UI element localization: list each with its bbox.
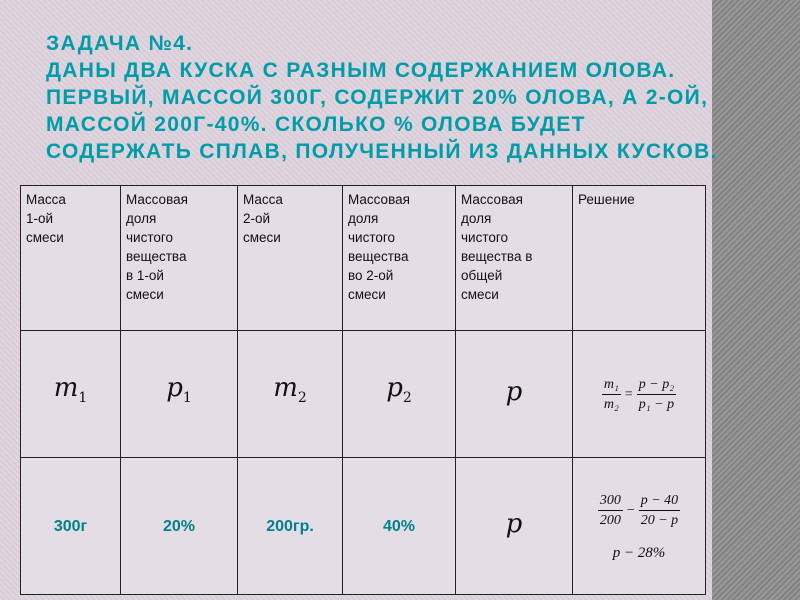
problem-title [46, 30, 726, 165]
header-text: смеси [26, 230, 64, 245]
header-text: доля [461, 211, 492, 226]
value-p2-cell [343, 458, 456, 595]
title-line-3: ПЕРВЫЙ, МАССОЙ 300Г, СОДЕРЖИТ 20% ОЛОВА, А 2-ОЙ, [46, 86, 709, 109]
general-formula-cell [573, 331, 706, 458]
header-text: доля [348, 211, 379, 226]
formula-operator: = [624, 387, 633, 402]
header-text: Массовая [348, 192, 410, 207]
header-text: общей [461, 268, 503, 283]
symbol-p2: $p_2$ [386, 373, 412, 407]
table-row-symbols [21, 331, 706, 458]
header-text: чистого [461, 230, 508, 245]
header-fraction-total [456, 186, 573, 331]
value-p2: 40% [382, 517, 416, 535]
value-m1: 300г [53, 517, 88, 535]
header-text: чистого [348, 230, 395, 245]
specific-formula-cell [573, 458, 706, 595]
header-fraction-2 [343, 186, 456, 331]
header-text: 2-ой [243, 211, 271, 226]
formula-rhs-fraction [639, 491, 680, 530]
symbol-p: p [505, 377, 523, 407]
formula-operator: − [626, 502, 635, 518]
symbol-m2: $m_2$ [273, 373, 307, 407]
header-mass-2 [238, 186, 343, 331]
header-text: смеси [243, 230, 281, 245]
formula-denominator: p₁ − p [638, 397, 675, 412]
header-text: смеси [461, 287, 499, 302]
header-mass-1 [21, 186, 121, 331]
symbol-p-cell [456, 331, 573, 458]
formula-denominator: m₂ [603, 397, 619, 412]
general-formula [602, 375, 676, 414]
title-line-5: СОДЕРЖАТЬ СПЛАВ, ПОЛУЧЕННЫЙ ИЗ ДАННЫХ КУСКОВ. [46, 140, 718, 163]
table-header-row [21, 186, 706, 331]
value-p: p [505, 509, 523, 539]
value-p-cell [456, 458, 573, 595]
header-text: в 1-ой [126, 268, 164, 283]
formula-lhs-fraction [602, 375, 621, 414]
header-text: во 2-ой [348, 268, 394, 283]
header-text: вещества [348, 249, 409, 264]
header-text: смеси [126, 287, 164, 302]
problem-table [20, 185, 706, 595]
header-text: Масса [243, 192, 283, 207]
formula-rhs-fraction [637, 375, 676, 414]
symbol-m1-cell [21, 331, 121, 458]
value-m2-cell [238, 458, 343, 595]
title-line-1: ЗАДАЧА №4. [46, 32, 194, 55]
symbol-p1: $p_1$ [166, 373, 192, 407]
symbol-m1: $m_1$ [53, 373, 88, 407]
formula-numerator: p − 40 [639, 491, 680, 511]
formula-denominator: 20 − p [640, 512, 679, 528]
formula-numerator: p − p₂ [637, 375, 676, 395]
formula-result: p − 28% [612, 544, 666, 561]
formula-lhs-fraction [598, 491, 623, 530]
symbol-p2-cell [343, 331, 456, 458]
header-text: Масса [26, 192, 66, 207]
value-p1-cell [121, 458, 238, 595]
symbol-m2-cell [238, 331, 343, 458]
header-text: чистого [126, 230, 173, 245]
title-line-4: МАССОЙ 200Г-40%. СКОЛЬКО % ОЛОВА БУДЕТ [46, 113, 586, 136]
header-text: Массовая [461, 192, 523, 207]
symbol-p1-cell [121, 331, 238, 458]
header-text: вещества в [461, 249, 533, 264]
value-p1: 20% [162, 517, 196, 535]
header-text: вещества [126, 249, 187, 264]
title-line-2: ДАНЫ ДВА КУСКА С РАЗНЫМ СОДЕРЖАНИЕМ ОЛОВА. [46, 59, 676, 82]
specific-formula [598, 491, 680, 530]
header-solution [573, 186, 706, 331]
formula-denominator: 200 [599, 512, 621, 528]
formula-numerator: m₁ [602, 375, 621, 395]
formula-numerator: 300 [598, 491, 623, 511]
header-text: Решение [578, 192, 635, 207]
value-m1-cell [21, 458, 121, 595]
header-text: Массовая [126, 192, 188, 207]
value-m2: 200гр. [266, 517, 314, 535]
header-fraction-1 [121, 186, 238, 331]
header-text: 1-ой [26, 211, 54, 226]
table-row-values [21, 458, 706, 595]
header-text: доля [126, 211, 157, 226]
header-text: смеси [348, 287, 386, 302]
